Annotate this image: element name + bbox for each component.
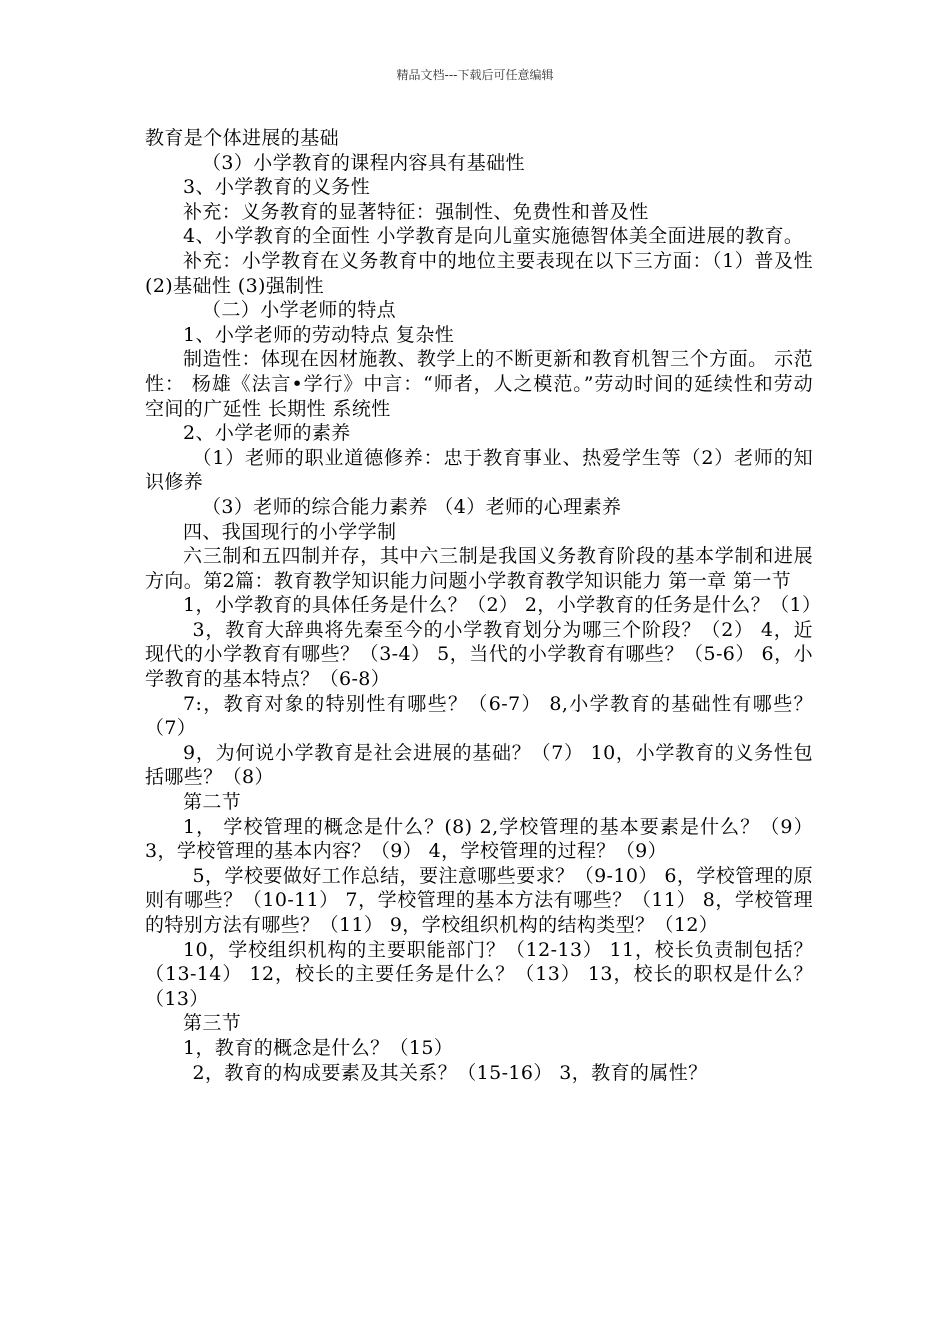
question-list: 10，学校组织机构的主要职能部门？（12-13） 11，校长负责制包括？（13-14） 12，校长的主要任务是什么？（13） 13，校长的职权是什么？（13） bbox=[145, 938, 813, 1010]
paragraph: 补充：小学教育在义务教育中的地位主要表现在以下三方面：（1）普及性 (2)基础性 (3)强制性 bbox=[145, 249, 813, 297]
paragraph: 教育是个体进展的基础 bbox=[145, 127, 340, 149]
question-list: 7:，教育对象的特别性有哪些？（6-7） 8,小学教育的基础性有哪些？（7） bbox=[145, 692, 813, 740]
question-list: 5，学校要做好工作总结，要注意哪些要求？（9-10） 6，学校管理的原则有哪些？（10-11） 7，学校管理的基本方法有哪些？（11） 8，学校管理的特别方法有哪些？（11） 9，学校组织机构的结构类型？（12） bbox=[145, 864, 813, 936]
paragraph: 制造性：体现在因材施教、教学上的不断更新和教育机智三个方面。 示范性： 杨雄《法言•学行》中言：“师者，人之模范。”劳动时间的延续性和劳动空间的广延性 长期性 系统性 bbox=[145, 348, 813, 420]
section-heading: 第二节 bbox=[183, 791, 242, 814]
paragraph: 1、小学老师的劳动特点 复杂性 bbox=[183, 323, 455, 346]
paragraph: 2、小学老师的素养 bbox=[183, 422, 351, 445]
paragraph: 六三制和五四制并存，其中六三制是我国义务教育阶段的基本学制和进展方向。第2篇：教育教学知识能力问题小学教育教学知识能力 第一章 第一节 bbox=[145, 545, 813, 592]
question-list: 1，教育的概念是什么？（15） bbox=[183, 1036, 454, 1059]
question-list: 9，为何说小学教育是社会进展的基础？（7） 10，小学教育的义务性包括哪些？（8） bbox=[145, 741, 813, 789]
paragraph: 补充：义务教育的显著特征：强制性、免费性和普及性 bbox=[183, 200, 649, 223]
paragraph: （1）老师的职业道德修养：忠于教育事业、热爱学生等（2）老师的知识修养 bbox=[145, 446, 813, 494]
paragraph: 3、小学教育的义务性 bbox=[183, 176, 371, 199]
question-list: 1， 学校管理的概念是什么？(8) 2,学校管理的基本要素是什么？（9） 3，学校管理的基本内容？（9） 4，学校管理的过程？（9） bbox=[145, 815, 813, 863]
question-list: 3，教育大辞典将先秦至今的小学教育划分为哪三个阶段？（2） 4，近现代的小学教育有哪些？（3-4） 5，当代的小学教育有哪些？（5-6） 6，小学教育的基本特点？（6-8） bbox=[145, 618, 813, 691]
paragraph: （3）老师的综合能力素养 （4）老师的心理素养 bbox=[202, 495, 622, 518]
section-heading: 第三节 bbox=[183, 1012, 242, 1035]
question-list: 2，教育的构成要素及其关系？（15-16） 3，教育的属性？ bbox=[192, 1061, 708, 1084]
section-heading: 四、我国现行的小学学制 bbox=[183, 520, 397, 543]
document-body bbox=[145, 126, 822, 1085]
question-list: 1，小学教育的具体任务是什么？（2） 2，小学教育的任务是什么？（1） bbox=[183, 594, 822, 617]
page-header: 精品文档---下载后可任意编辑 bbox=[396, 68, 554, 82]
section-heading: （二）小学老师的特点 bbox=[202, 299, 397, 322]
paragraph: （3）小学教育的课程内容具有基础性 bbox=[202, 151, 525, 174]
paragraph: 4、小学教育的全面性 小学教育是向儿童实施德智体美全面进展的教育。 bbox=[183, 225, 804, 248]
